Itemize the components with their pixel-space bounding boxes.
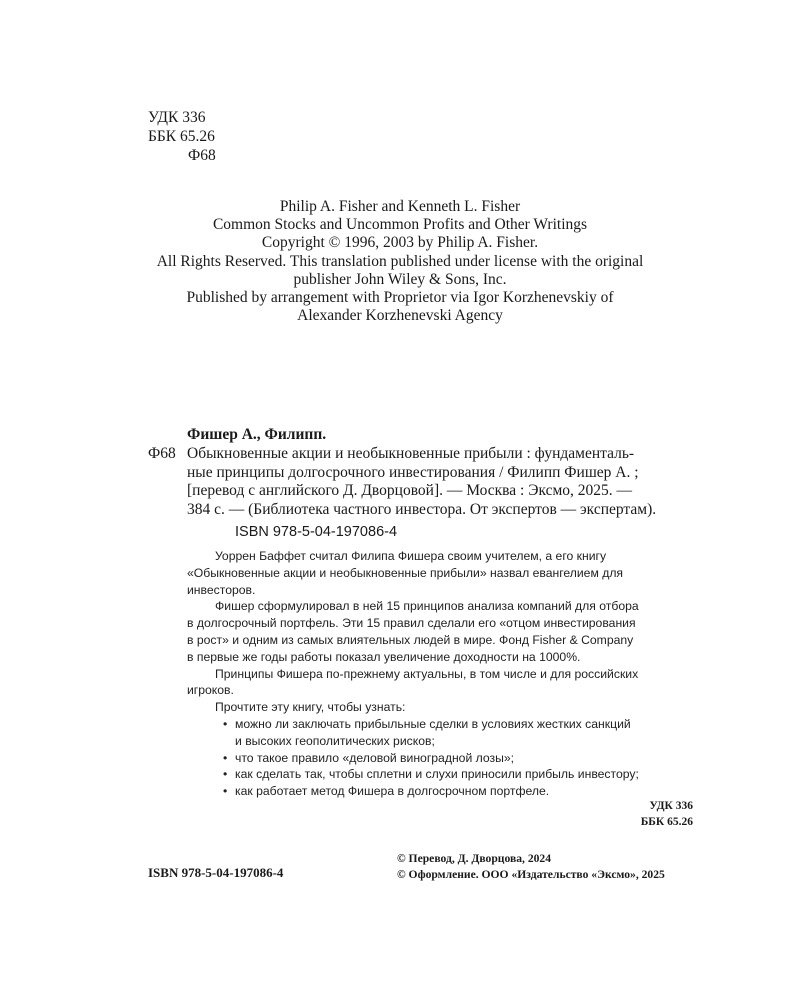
bullet-line: и высоких геополитических рисков; (235, 733, 435, 748)
annotation-line: в первые же годы работы показал увеличение доходности на 1000%. (187, 649, 581, 664)
annotation-line: игроков. (187, 683, 234, 698)
list-item (187, 750, 693, 767)
catalog-line: ные принципы долгосрочного инвестирования / Филипп Фишер А. ; (187, 463, 639, 481)
annotation-line: Прочтите эту книгу, чтобы узнать: (215, 700, 406, 715)
list-item (187, 783, 693, 800)
bbk-code: ББК 65.26 (148, 128, 215, 145)
annotation-line: «Обыкновенные акции и необыкновенные прибыли» назвал евангелием для (187, 565, 624, 580)
copyright-line: Copyright © 1996, 2003 by Philip A. Fisher. (261, 234, 539, 252)
udk-code: УДК 336 (148, 109, 206, 126)
copyright-line: Philip A. Fisher and Kenneth L. Fisher (279, 198, 521, 215)
annotation-paragraph (187, 548, 693, 598)
classification-codes (148, 108, 216, 165)
rights-line: © Оформление. ООО «Издательство «Эксмо», 2025 (397, 868, 665, 881)
original-copyright-block (100, 198, 700, 325)
annotation-paragraph (187, 598, 693, 665)
catalog-isbn: ISBN 978-5-04-197086-4 (235, 524, 398, 540)
catalog-author-sign: Ф68 (148, 445, 176, 462)
bullet-icon: • (223, 750, 228, 765)
annotation-line: Фишер сформулировал в ней 15 принципов анализа компаний для отбора (215, 599, 639, 614)
footer-udk: УДК 336 (649, 800, 693, 812)
bullet-icon: • (223, 784, 228, 799)
copyright-line: Alexander Korzhenevski Agency (297, 307, 503, 325)
catalog-line: [перевод с английского Д. Дворцовой]. — Москва : Эксмо, 2025. — (187, 482, 633, 500)
bullet-line: можно ли заключать прибыльные сделки в условиях жестких санкций (235, 716, 631, 731)
annotation-line: инвесторов. (187, 582, 256, 597)
author-sign: Ф68 (188, 147, 216, 164)
bullet-icon: • (223, 767, 228, 782)
annotation-line: в рост» и одним из самых влиятельных людей в мире. Фонд Fisher & Company (187, 632, 634, 647)
footer-rights (397, 851, 665, 883)
catalog-line: Обыкновенные акции и необыкновенные прибыли : фундаменталь- (187, 445, 635, 462)
copyright-line: publisher John Wiley & Sons, Inc. (293, 270, 507, 288)
bullet-line: как работает метод Фишера в долгосрочном портфеле. (235, 784, 550, 799)
copyright-line: Common Stocks and Uncommon Profits and Other Writings (212, 216, 588, 234)
annotation-line: Уоррен Баффет считал Филипа Фишера своим учителем, а его книгу (215, 549, 607, 563)
rights-line: © Перевод, Д. Дворцова, 2024 (397, 852, 552, 865)
annotation-bullet-list (187, 716, 693, 800)
annotation-paragraph (187, 666, 693, 700)
bullet-line: как сделать так, чтобы сплетни и слухи приносили прибыль инвестору; (235, 767, 639, 782)
annotation (187, 548, 693, 800)
bullet-icon: • (223, 716, 228, 731)
footer-bbk: ББК 65.26 (640, 816, 693, 828)
catalog-line: 384 с. — (Библиотека частного инвестора. От экспертов — экспертам). (187, 501, 657, 519)
list-item (187, 766, 693, 783)
annotation-line: Принципы Фишера по-прежнему актуальны, в том числе и для российских (215, 666, 639, 681)
annotation-line: в долгосрочный портфель. Эти 15 правил сделали его «отцом инвестирования (187, 616, 636, 631)
catalog-description (187, 445, 693, 520)
footer-isbn: ISBN 978-5-04-197086-4 (148, 865, 284, 880)
footer-classification (641, 798, 693, 830)
annotation-paragraph (187, 699, 693, 716)
copyright-line: Published by arrangement with Proprietor via Igor Korzhenevskiy of (186, 289, 614, 307)
list-item (187, 716, 693, 750)
catalog-heading: Фишер А., Филипп. (187, 426, 327, 443)
bullet-line: что такое правило «деловой виноградной лозы»; (235, 750, 515, 765)
copyright-line: All Rights Reserved. This translation published under license with the original (156, 252, 644, 270)
